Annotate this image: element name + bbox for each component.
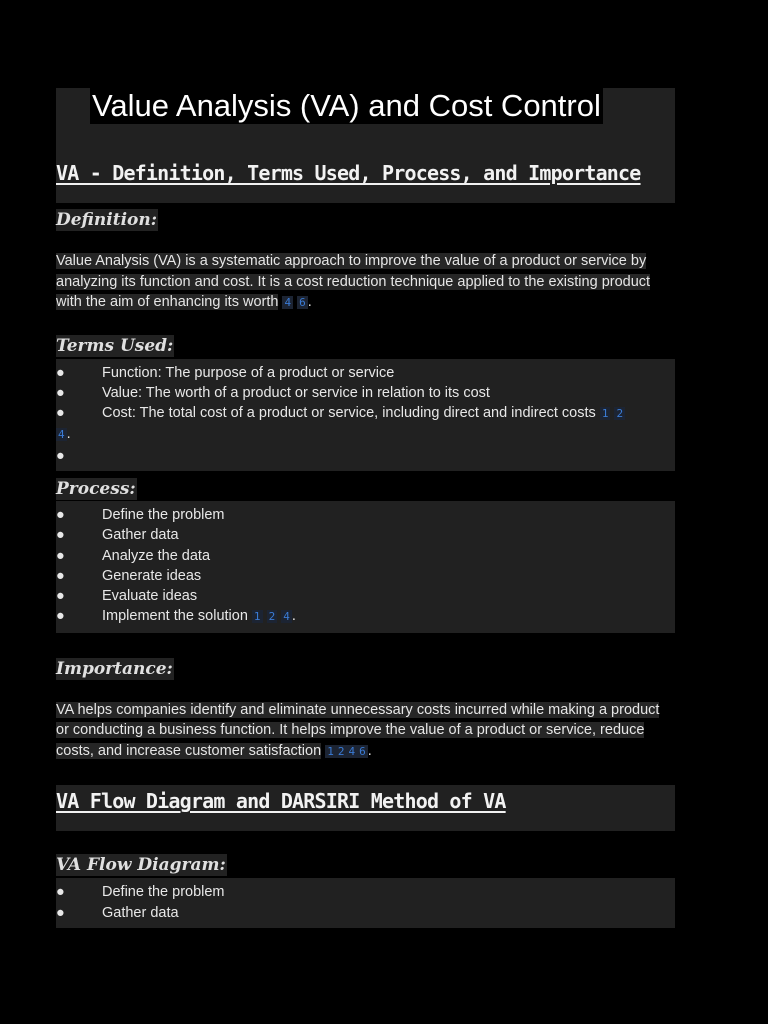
- terms-heading: Terms Used:: [56, 335, 174, 356]
- list-item: [56, 882, 675, 902]
- list-item: [56, 383, 675, 403]
- list-item: [56, 363, 675, 383]
- section-heading-flow-diagram: VA Flow Diagram and DARSIRI Method of VA: [56, 789, 506, 814]
- bullet: ●: [56, 364, 65, 381]
- bullet: ●: [56, 588, 65, 605]
- period: .: [367, 742, 372, 759]
- bullet: ●: [56, 447, 65, 464]
- process-list: [56, 501, 675, 633]
- bullet: ●: [56, 547, 65, 564]
- period: .: [291, 608, 296, 625]
- period: .: [307, 294, 312, 310]
- terms-list: [56, 359, 675, 471]
- citation-link[interactable]: 4: [58, 428, 65, 442]
- definition-heading: Definition:: [56, 210, 158, 230]
- bullet: ●: [56, 506, 65, 523]
- bullet: ●: [56, 904, 65, 921]
- list-item: [56, 566, 675, 586]
- citation-link[interactable]: 2: [616, 407, 624, 421]
- list-item-empty: [56, 446, 675, 466]
- flow-diagram-heading: VA Flow Diagram:: [56, 855, 226, 876]
- flow-list: [56, 878, 675, 928]
- citation-link[interactable]: 2: [337, 744, 345, 758]
- citation-link[interactable]: 1: [253, 610, 261, 624]
- citation-link[interactable]: 2: [268, 610, 276, 624]
- importance-heading: Importance:: [56, 658, 173, 679]
- bullet: ●: [56, 608, 65, 625]
- bullet: ●: [56, 884, 65, 901]
- bullet: ●: [56, 384, 65, 401]
- importance-paragraph: [56, 700, 675, 763]
- list-item-text: Define the problem: [102, 506, 225, 523]
- page-title: Value Analysis (VA) and Cost Control: [92, 88, 601, 123]
- list-item: [56, 525, 675, 545]
- list-item-text: Gather data: [102, 527, 179, 544]
- list-item-text: Value: The worth of a product or service in relation to its cost: [102, 384, 490, 401]
- citation-link[interactable]: 4: [283, 610, 290, 624]
- period: .: [66, 426, 71, 443]
- list-item-text: Generate ideas: [102, 567, 202, 584]
- title-block: [56, 88, 675, 203]
- document: [56, 88, 675, 928]
- citation-link[interactable]: 1: [327, 744, 334, 758]
- list-item-text: Implement the solution: [102, 608, 248, 625]
- importance-text: VA helps companies identify and eliminate unnecessary costs incurred while making a product or conducting a business function. It helps improve the value of a product or service, reduce costs, and increase customer satisfaction: [56, 701, 660, 759]
- definition-paragraph: [56, 251, 675, 314]
- list-item: [56, 505, 675, 525]
- citation-link[interactable]: 4: [348, 744, 356, 758]
- list-item-text: Evaluate ideas: [102, 588, 198, 605]
- list-item: [56, 403, 675, 446]
- list-item-text: Gather data: [102, 904, 179, 921]
- list-item: [56, 606, 675, 627]
- citation-link[interactable]: 4: [284, 296, 292, 309]
- bullet: ●: [56, 527, 65, 544]
- list-item-text: Cost: The total cost of a product or service, including direct and indirect costs: [102, 405, 596, 422]
- list-item: [56, 903, 675, 923]
- list-item-text: Function: The purpose of a product or service: [102, 364, 395, 381]
- list-item-text: Analyze the data: [102, 547, 211, 564]
- section-heading-va-definition: VA - Definition, Terms Used, Process, and Importance: [56, 161, 641, 185]
- bullet: ●: [56, 405, 65, 422]
- section-block-flow: [56, 785, 675, 831]
- list-item: [56, 546, 675, 566]
- citation-link[interactable]: 6: [299, 296, 306, 309]
- bullet: ●: [56, 567, 65, 584]
- citation-link[interactable]: 1: [601, 407, 609, 421]
- list-item: [56, 586, 675, 606]
- list-item-text: Define the problem: [102, 884, 225, 901]
- citation-link[interactable]: 6: [359, 744, 366, 758]
- process-heading: Process:: [56, 478, 136, 499]
- definition-text: Value Analysis (VA) is a systematic approach to improve the value of a product or service by analyzing its function and cost. It is a cost reduction technique applied to the existing product with the aim of enhancing its worth: [56, 253, 651, 310]
